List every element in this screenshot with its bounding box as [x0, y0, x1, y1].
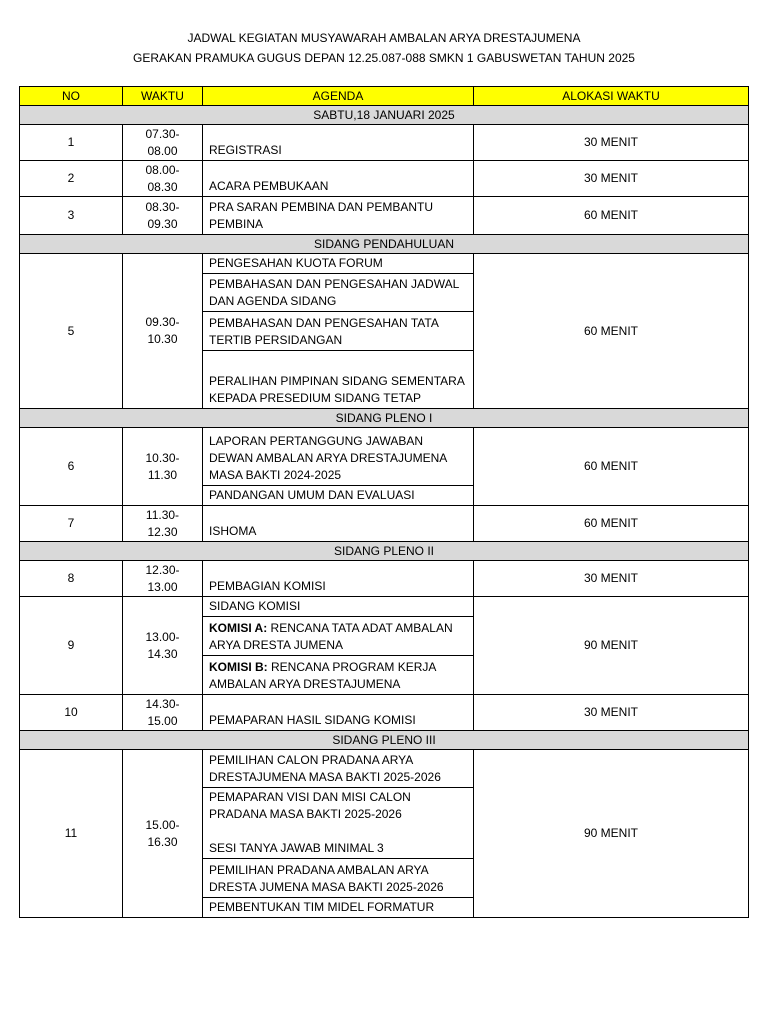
agenda-line: SESI TANYA JAWAB MINIMAL 3 — [209, 841, 384, 855]
section-row — [20, 106, 749, 125]
waktu-start: 13.00- — [145, 629, 180, 644]
cell-waktu — [123, 561, 203, 597]
waktu-end: 14.30 — [147, 646, 178, 661]
waktu-start: 15.00- — [145, 817, 180, 832]
cell-alokasi: 90 MENIT — [474, 597, 749, 695]
cell-agenda: LAPORAN PERTANGGUNG JAWABAN DEWAN AMBALAN ARYA DRESTAJUMENA MASA BAKTI 2024-2025 — [203, 428, 474, 486]
komisi-text: RENCANA TATA ADAT AMBALAN ARYA DRESTA JUMENA — [209, 621, 453, 652]
cell-agenda: PEMBAHASAN DAN PENGESAHAN JADWAL DAN AGENDA SIDANG — [203, 274, 474, 312]
cell-no: 9 — [20, 597, 123, 695]
cell-no: 2 — [20, 161, 123, 197]
cell-alokasi: 30 MENIT — [474, 161, 749, 197]
waktu-start: 07.30- — [145, 126, 180, 141]
cell-waktu — [123, 750, 203, 918]
section-row — [20, 542, 749, 561]
waktu-start: 08.30- — [145, 199, 180, 214]
col-header-alokasi: ALOKASI WAKTU — [474, 87, 749, 106]
section-label: SIDANG PLENO II — [20, 542, 749, 561]
table-row — [20, 125, 749, 161]
cell-agenda: ACARA PEMBUKAAN — [203, 161, 474, 197]
cell-agenda: PEMILIHAN PRADANA AMBALAN ARYA DRESTA JUMENA MASA BAKTI 2025-2026 — [203, 859, 474, 898]
cell-waktu — [123, 125, 203, 161]
schedule-table — [19, 86, 749, 918]
cell-agenda: PEMAPARAN HASIL SIDANG KOMISI — [203, 695, 474, 731]
cell-waktu — [123, 254, 203, 409]
waktu-end: 16.30 — [147, 834, 178, 849]
cell-alokasi: 30 MENIT — [474, 695, 749, 731]
section-row — [20, 409, 749, 428]
cell-alokasi: 60 MENIT — [474, 506, 749, 542]
col-header-agenda: AGENDA — [203, 87, 474, 106]
cell-alokasi: 30 MENIT — [474, 561, 749, 597]
cell-alokasi: 30 MENIT — [474, 125, 749, 161]
section-label: SABTU,18 JANUARI 2025 — [20, 106, 749, 125]
cell-agenda: PEMBENTUKAN TIM MIDEL FORMATUR — [203, 898, 474, 918]
table-row — [20, 561, 749, 597]
waktu-end: 13.00 — [147, 579, 178, 594]
cell-agenda: PENGESAHAN KUOTA FORUM — [203, 254, 474, 274]
cell-no: 3 — [20, 197, 123, 235]
cell-agenda: PEMBAGIAN KOMISI — [203, 561, 474, 597]
col-header-no: NO — [20, 87, 123, 106]
table-row — [20, 506, 749, 542]
cell-waktu — [123, 428, 203, 506]
cell-no: 7 — [20, 506, 123, 542]
cell-alokasi: 90 MENIT — [474, 750, 749, 918]
section-row — [20, 235, 749, 254]
table-row — [20, 695, 749, 731]
table-row — [20, 197, 749, 235]
table-row — [20, 428, 749, 486]
title-line-1: JADWAL KEGIATAN MUSYAWARAH AMBALAN ARYA DRESTAJUMENA — [187, 31, 581, 45]
cell-no: 8 — [20, 561, 123, 597]
waktu-start: 12.30- — [145, 562, 180, 577]
cell-waktu — [123, 161, 203, 197]
table-row — [20, 750, 749, 788]
cell-alokasi: 60 MENIT — [474, 254, 749, 409]
cell-agenda: PRA SARAN PEMBINA DAN PEMBANTU PEMBINA — [203, 197, 474, 235]
cell-agenda — [203, 656, 474, 695]
cell-agenda: PEMILIHAN CALON PRADANA ARYA DRESTAJUMENA MASA BAKTI 2025-2026 — [203, 750, 474, 788]
waktu-start: 08.00- — [145, 162, 180, 177]
cell-agenda: PERALIHAN PIMPINAN SIDANG SEMENTARA KEPADA PRESEDIUM SIDANG TETAP — [203, 351, 474, 409]
waktu-end: 08.30 — [147, 179, 178, 194]
cell-alokasi: 60 MENIT — [474, 428, 749, 506]
cell-agenda: ISHOMA — [203, 506, 474, 542]
table-row — [20, 597, 749, 617]
document-title — [0, 28, 768, 68]
cell-alokasi: 60 MENIT — [474, 197, 749, 235]
section-label: SIDANG PENDAHULUAN — [20, 235, 749, 254]
waktu-start: 09.30- — [145, 315, 180, 329]
komisi-text: RENCANA PROGRAM KERJA AMBALAN ARYA DRESTAJUMENA — [209, 660, 436, 691]
cell-waktu — [123, 695, 203, 731]
section-label: SIDANG PLENO I — [20, 409, 749, 428]
header-row — [20, 87, 749, 106]
waktu-end: 15.00 — [147, 713, 178, 728]
title-line-2: GERAKAN PRAMUKA GUGUS DEPAN 12.25.087-088 SMKN 1 GABUSWETAN TAHUN 2025 — [133, 51, 635, 65]
cell-no: 6 — [20, 428, 123, 506]
cell-waktu — [123, 597, 203, 695]
cell-no: 5 — [20, 254, 123, 409]
col-header-waktu: WAKTU — [123, 87, 203, 106]
cell-no: 11 — [20, 750, 123, 918]
waktu-start: 11.30- — [145, 507, 180, 522]
komisi-label: KOMISI B: — [209, 660, 268, 674]
cell-agenda: REGISTRASI — [203, 125, 474, 161]
waktu-end: 11.30 — [147, 467, 178, 482]
cell-agenda: PANDANGAN UMUM DAN EVALUASI — [203, 486, 474, 506]
cell-agenda — [203, 788, 474, 859]
waktu-start: 10.30- — [145, 450, 180, 465]
table-row — [20, 161, 749, 197]
section-row — [20, 731, 749, 750]
agenda-line: PEMAPARAN VISI DAN MISI CALON PRADANA MASA BAKTI 2025-2026 — [209, 790, 411, 821]
cell-agenda — [203, 617, 474, 656]
waktu-start: 14.30- — [145, 696, 180, 711]
cell-no: 1 — [20, 125, 123, 161]
cell-no: 10 — [20, 695, 123, 731]
waktu-end: 08.00 — [147, 143, 178, 158]
cell-waktu — [123, 197, 203, 235]
waktu-end: 10.30 — [147, 332, 178, 346]
waktu-end: 12.30 — [147, 524, 178, 539]
cell-waktu — [123, 506, 203, 542]
table-row — [20, 254, 749, 274]
waktu-end: 09.30 — [147, 216, 178, 231]
cell-agenda: SIDANG KOMISI — [203, 597, 474, 617]
komisi-label: KOMISI A: — [209, 621, 268, 635]
cell-agenda: PEMBAHASAN DAN PENGESAHAN TATA TERTIB PERSIDANGAN — [203, 312, 474, 351]
section-label: SIDANG PLENO III — [20, 731, 749, 750]
